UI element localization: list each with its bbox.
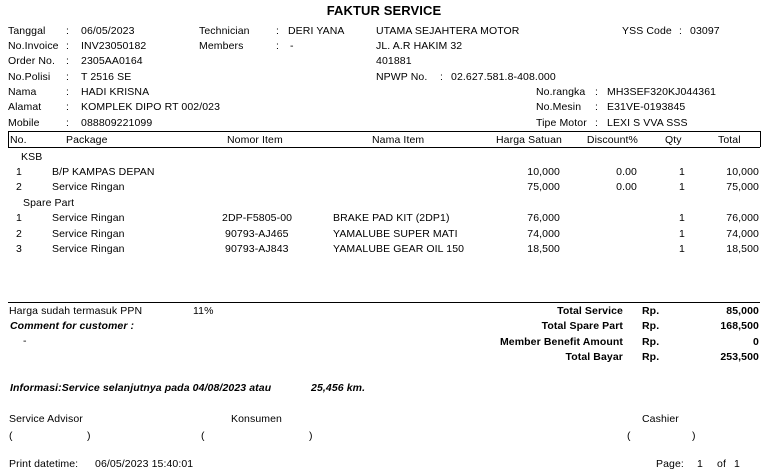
polisi-label: No.Polisi [8, 71, 51, 83]
summary-rule [8, 302, 760, 303]
page-title: FAKTUR SERVICE [326, 3, 442, 18]
row-harga: 18,500 [527, 243, 560, 255]
colon: : [66, 55, 70, 67]
row-total: 74,000 [726, 228, 759, 240]
row-nomor-item: 90793-AJ843 [225, 243, 289, 255]
row-qty: 1 [679, 166, 685, 178]
colon: : [595, 117, 599, 129]
konsumen-label: Konsumen [231, 413, 282, 425]
order-value: 2305AA0164 [81, 55, 143, 67]
col-total: Total [718, 134, 741, 146]
currency: Rp. [642, 351, 660, 363]
col-qty: Qty [665, 134, 682, 146]
row-package: B/P KAMPAS DEPAN [52, 166, 155, 178]
polisi-value: T 2516 SE [81, 71, 132, 83]
cashier-label: Cashier [642, 413, 679, 425]
total-sparepart-value: 168,500 [720, 320, 759, 332]
next-service-km: 25,456 km. [311, 382, 366, 394]
nama-value: HADI KRISNA [81, 86, 150, 98]
invoice-value: INV23050182 [81, 40, 147, 52]
tanggal-value: 06/05/2023 [81, 25, 135, 37]
sign-close: ) [87, 430, 91, 442]
row-harga: 76,000 [527, 212, 560, 224]
dealer-name: UTAMA SEJAHTERA MOTOR [376, 25, 520, 37]
dealer-code: 401881 [376, 55, 412, 67]
next-service-info: Informasi:Service selanjutnya pada 04/08/2023 atau [10, 382, 272, 394]
colon: : [276, 40, 280, 52]
group-label: KSB [21, 151, 43, 163]
row-nama-item: YAMALUBE SUPER MATI [333, 228, 458, 240]
sign-open: ( [9, 430, 13, 442]
colon: : [595, 86, 599, 98]
colon: : [66, 25, 70, 37]
row-nomor-item: 2DP-F5805-00 [222, 212, 293, 224]
sign-close: ) [692, 430, 696, 442]
col-harga-satuan: Harga Satuan [496, 134, 562, 146]
dealer-address: JL. A.R HAKIM 32 [376, 40, 463, 52]
row-no: 1 [16, 166, 22, 178]
row-package: Service Ringan [52, 243, 125, 255]
row-discount: 0.00 [616, 166, 637, 178]
print-datetime-value: 06/05/2023 15:40:01 [95, 458, 194, 470]
mobile-value: 088809221099 [81, 117, 153, 129]
mesin-value: E31VE-0193845 [607, 101, 686, 113]
service-advisor-label: Service Advisor [9, 413, 83, 425]
row-nama-item: YAMALUBE GEAR OIL 150 [333, 243, 465, 255]
row-harga: 75,000 [527, 181, 560, 193]
table-top-rule [8, 131, 760, 132]
ppn-label: Harga sudah termasuk PPN [9, 305, 143, 317]
ppn-value: 11% [193, 305, 214, 317]
row-harga: 74,000 [527, 228, 560, 240]
row-total: 18,500 [726, 243, 759, 255]
col-package: Package [66, 134, 108, 146]
table-header-rule [8, 147, 760, 148]
row-package: Service Ringan [52, 181, 125, 193]
tanggal-label: Tanggal [8, 25, 46, 37]
row-no: 1 [16, 212, 22, 224]
row-package: Service Ringan [52, 212, 125, 224]
rangka-value: MH3SEF320KJ044361 [607, 86, 717, 98]
yss-label: YSS Code [622, 25, 672, 37]
col-no: No. [10, 134, 27, 146]
colon: : [276, 25, 280, 37]
sign-open: ( [627, 430, 631, 442]
row-discount: 0.00 [616, 181, 637, 193]
row-qty: 1 [679, 181, 685, 193]
total-service-label: Total Service [557, 305, 623, 317]
row-qty: 1 [679, 243, 685, 255]
member-benefit-value: 0 [753, 336, 759, 348]
alamat-label: Alamat [8, 101, 42, 113]
sign-open: ( [201, 430, 205, 442]
colon: : [66, 40, 70, 52]
table-left-border [8, 131, 9, 147]
order-label: Order No. [8, 55, 55, 67]
row-no: 2 [16, 228, 22, 240]
row-total: 76,000 [726, 212, 759, 224]
row-total: 75,000 [726, 181, 759, 193]
mesin-label: No.Mesin [536, 101, 582, 113]
npwp-label: NPWP No. [376, 71, 428, 83]
row-harga: 10,000 [527, 166, 560, 178]
print-datetime-label: Print datetime: [9, 458, 79, 470]
row-no: 2 [16, 181, 22, 193]
colon: : [66, 71, 70, 83]
colon: : [66, 101, 70, 113]
currency: Rp. [642, 336, 660, 348]
row-nomor-item: 90793-AJ465 [225, 228, 289, 240]
page-of-label: of [717, 458, 726, 470]
comment-value: - [23, 335, 27, 347]
col-nama-item: Nama Item [372, 134, 425, 146]
table-right-border [760, 131, 761, 147]
mobile-label: Mobile [8, 117, 40, 129]
row-nama-item: BRAKE PAD KIT (2DP1) [333, 212, 450, 224]
row-qty: 1 [679, 212, 685, 224]
page-number: 1 [697, 458, 703, 470]
total-sparepart-label: Total Spare Part [541, 320, 623, 332]
currency: Rp. [642, 320, 660, 332]
nama-label: Nama [8, 86, 37, 98]
currency: Rp. [642, 305, 660, 317]
row-package: Service Ringan [52, 228, 125, 240]
yss-value: 03097 [690, 25, 720, 37]
tipe-label: Tipe Motor [536, 117, 587, 129]
row-no: 3 [16, 243, 22, 255]
rangka-label: No.rangka [536, 86, 586, 98]
row-qty: 1 [679, 228, 685, 240]
colon: : [679, 25, 683, 37]
colon: : [66, 86, 70, 98]
total-service-value: 85,000 [726, 305, 759, 317]
comment-label: Comment for customer : [10, 320, 135, 332]
member-benefit-label: Member Benefit Amount [499, 336, 623, 348]
invoice-label: No.Invoice [8, 40, 59, 52]
alamat-value: KOMPLEK DIPO RT 002/023 [81, 101, 221, 113]
members-label: Members [199, 40, 244, 52]
colon: : [440, 71, 444, 83]
npwp-value: 02.627.581.8-408.000 [451, 71, 556, 83]
technician-value: DERI YANA [288, 25, 345, 37]
technician-label: Technician [199, 25, 250, 37]
row-total: 10,000 [726, 166, 759, 178]
tipe-value: LEXI S VVA SSS [607, 117, 688, 129]
page-label: Page: [656, 458, 684, 470]
page-total: 1 [734, 458, 740, 470]
total-bayar-label: Total Bayar [565, 351, 623, 363]
colon: : [66, 117, 70, 129]
members-value: - [290, 40, 294, 52]
colon: : [595, 101, 599, 113]
col-nomor-item: Nomor Item [227, 134, 283, 146]
col-discount: Discount% [586, 134, 638, 146]
sign-close: ) [309, 430, 313, 442]
group-label: Spare Part [23, 197, 75, 209]
total-bayar-value: 253,500 [720, 351, 759, 363]
